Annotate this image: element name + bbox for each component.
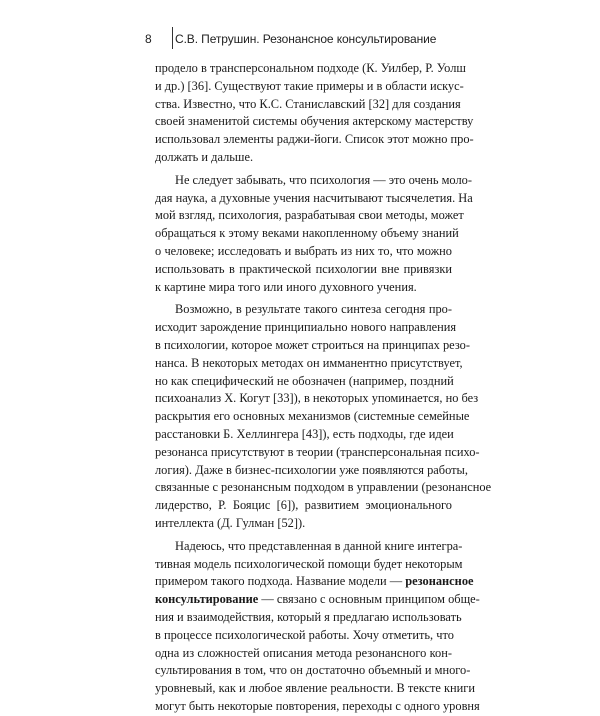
- text-line: ства. Известно, что К.С. Станиславский [32] для создания: [155, 96, 461, 111]
- paragraph-4: [155, 538, 480, 716]
- text-line: нанса. В некоторых методах он имманентно присутствует,: [155, 355, 463, 370]
- text-line: лидерство, Р. Бояцис [6]), развитием эмоционального: [155, 498, 452, 513]
- text-line: [155, 573, 474, 591]
- text-line: продело в трансперсональном подходе (К. Уилбер, Р. Уолш: [155, 61, 466, 75]
- text-line: интеллекта (Д. Гулман [52]).: [155, 515, 306, 530]
- text-line: резонанса присутствуют в теории (трансперсональная психо-: [155, 444, 480, 459]
- text-line: тивная модель психологической помощи будет некоторым: [155, 556, 463, 571]
- text-line: психоанализ Х. Когут [33]), в некоторых упоминается, но без: [155, 391, 479, 406]
- text-line: и др.) [36]. Существуют такие примеры и в области искус-: [155, 78, 464, 93]
- bold-term: консультирование: [155, 592, 259, 607]
- text-line: дая наука, а духовные учения насчитывают тысячелетия. На: [155, 190, 473, 205]
- page-number: 8: [145, 32, 152, 46]
- text-line: в процессе психологической работы. Хочу отметить, что: [155, 627, 454, 642]
- text-segment: примером такого подхода. Название модели —: [155, 574, 406, 589]
- paragraph-1: [155, 60, 474, 167]
- text-line: исходит зарождение принципиально нового направления: [155, 320, 457, 335]
- body-text: [155, 60, 492, 716]
- text-line: должать и дальше.: [155, 149, 254, 164]
- text-line: мой взгляд, психология, разрабатывая свои методы, может: [155, 208, 464, 223]
- text-line: использовал элементы раджи-йоги. Список этот можно про-: [155, 132, 474, 147]
- text-line: обращаться к этому веками накопленному объему знаний: [155, 226, 459, 241]
- text-line: но как специфический не обозначен (например, поздний: [155, 373, 454, 388]
- header-divider: [172, 27, 173, 49]
- text-line: связанные с резонансным подходом в управлении (резонансное: [155, 480, 492, 495]
- text-line: своей знаменитой системы обучения актерскому мастерству: [155, 114, 474, 129]
- paragraph-2: [155, 172, 473, 297]
- text-line: сультирования в том, что он достаточно объемный и много-: [155, 663, 471, 678]
- text-line: о человеке; исследовать и выбрать из них то, что можно: [155, 243, 452, 258]
- text-line: расстановки Б. Хеллингера [43]), есть подходы, где идеи: [155, 426, 454, 441]
- text-line: Не следует забывать, что психология — это очень моло-: [175, 172, 472, 187]
- text-line: к картине мира того или иного духовного учения.: [155, 279, 417, 294]
- text-line: одна из сложностей описания метода резонансного кон-: [155, 645, 452, 660]
- text-line: Надеюсь, что представленная в данной книге интегра-: [175, 538, 463, 553]
- running-title: С.В. Петрушин. Резонансное консультирование: [175, 32, 437, 46]
- text-line: Возможно, в результате такого синтеза сегодня про-: [175, 302, 452, 317]
- page-header: [145, 32, 445, 52]
- text-segment: — связано с основным принципом обще-: [258, 592, 480, 607]
- text-line: раскрытия его основных механизмов (системные семейные: [155, 409, 470, 424]
- text-line: использовать в практической психологии вне привязки: [155, 261, 452, 276]
- text-line: уровневый, как и любое явление реальности. В тексте книги: [155, 681, 476, 696]
- bold-term: резонансное: [405, 574, 474, 589]
- text-line: могут быть некоторые повторения, переходы с одного уровня: [155, 698, 480, 713]
- paragraph-3: [155, 301, 492, 532]
- text-line: [155, 591, 480, 609]
- text-line: ния и взаимодействия, который я предлагаю использовать: [155, 609, 462, 624]
- text-line: в психологии, которое может строиться на принципах резо-: [155, 337, 470, 352]
- text-line: логия). Даже в бизнес-психологии уже появляются работы,: [155, 462, 468, 477]
